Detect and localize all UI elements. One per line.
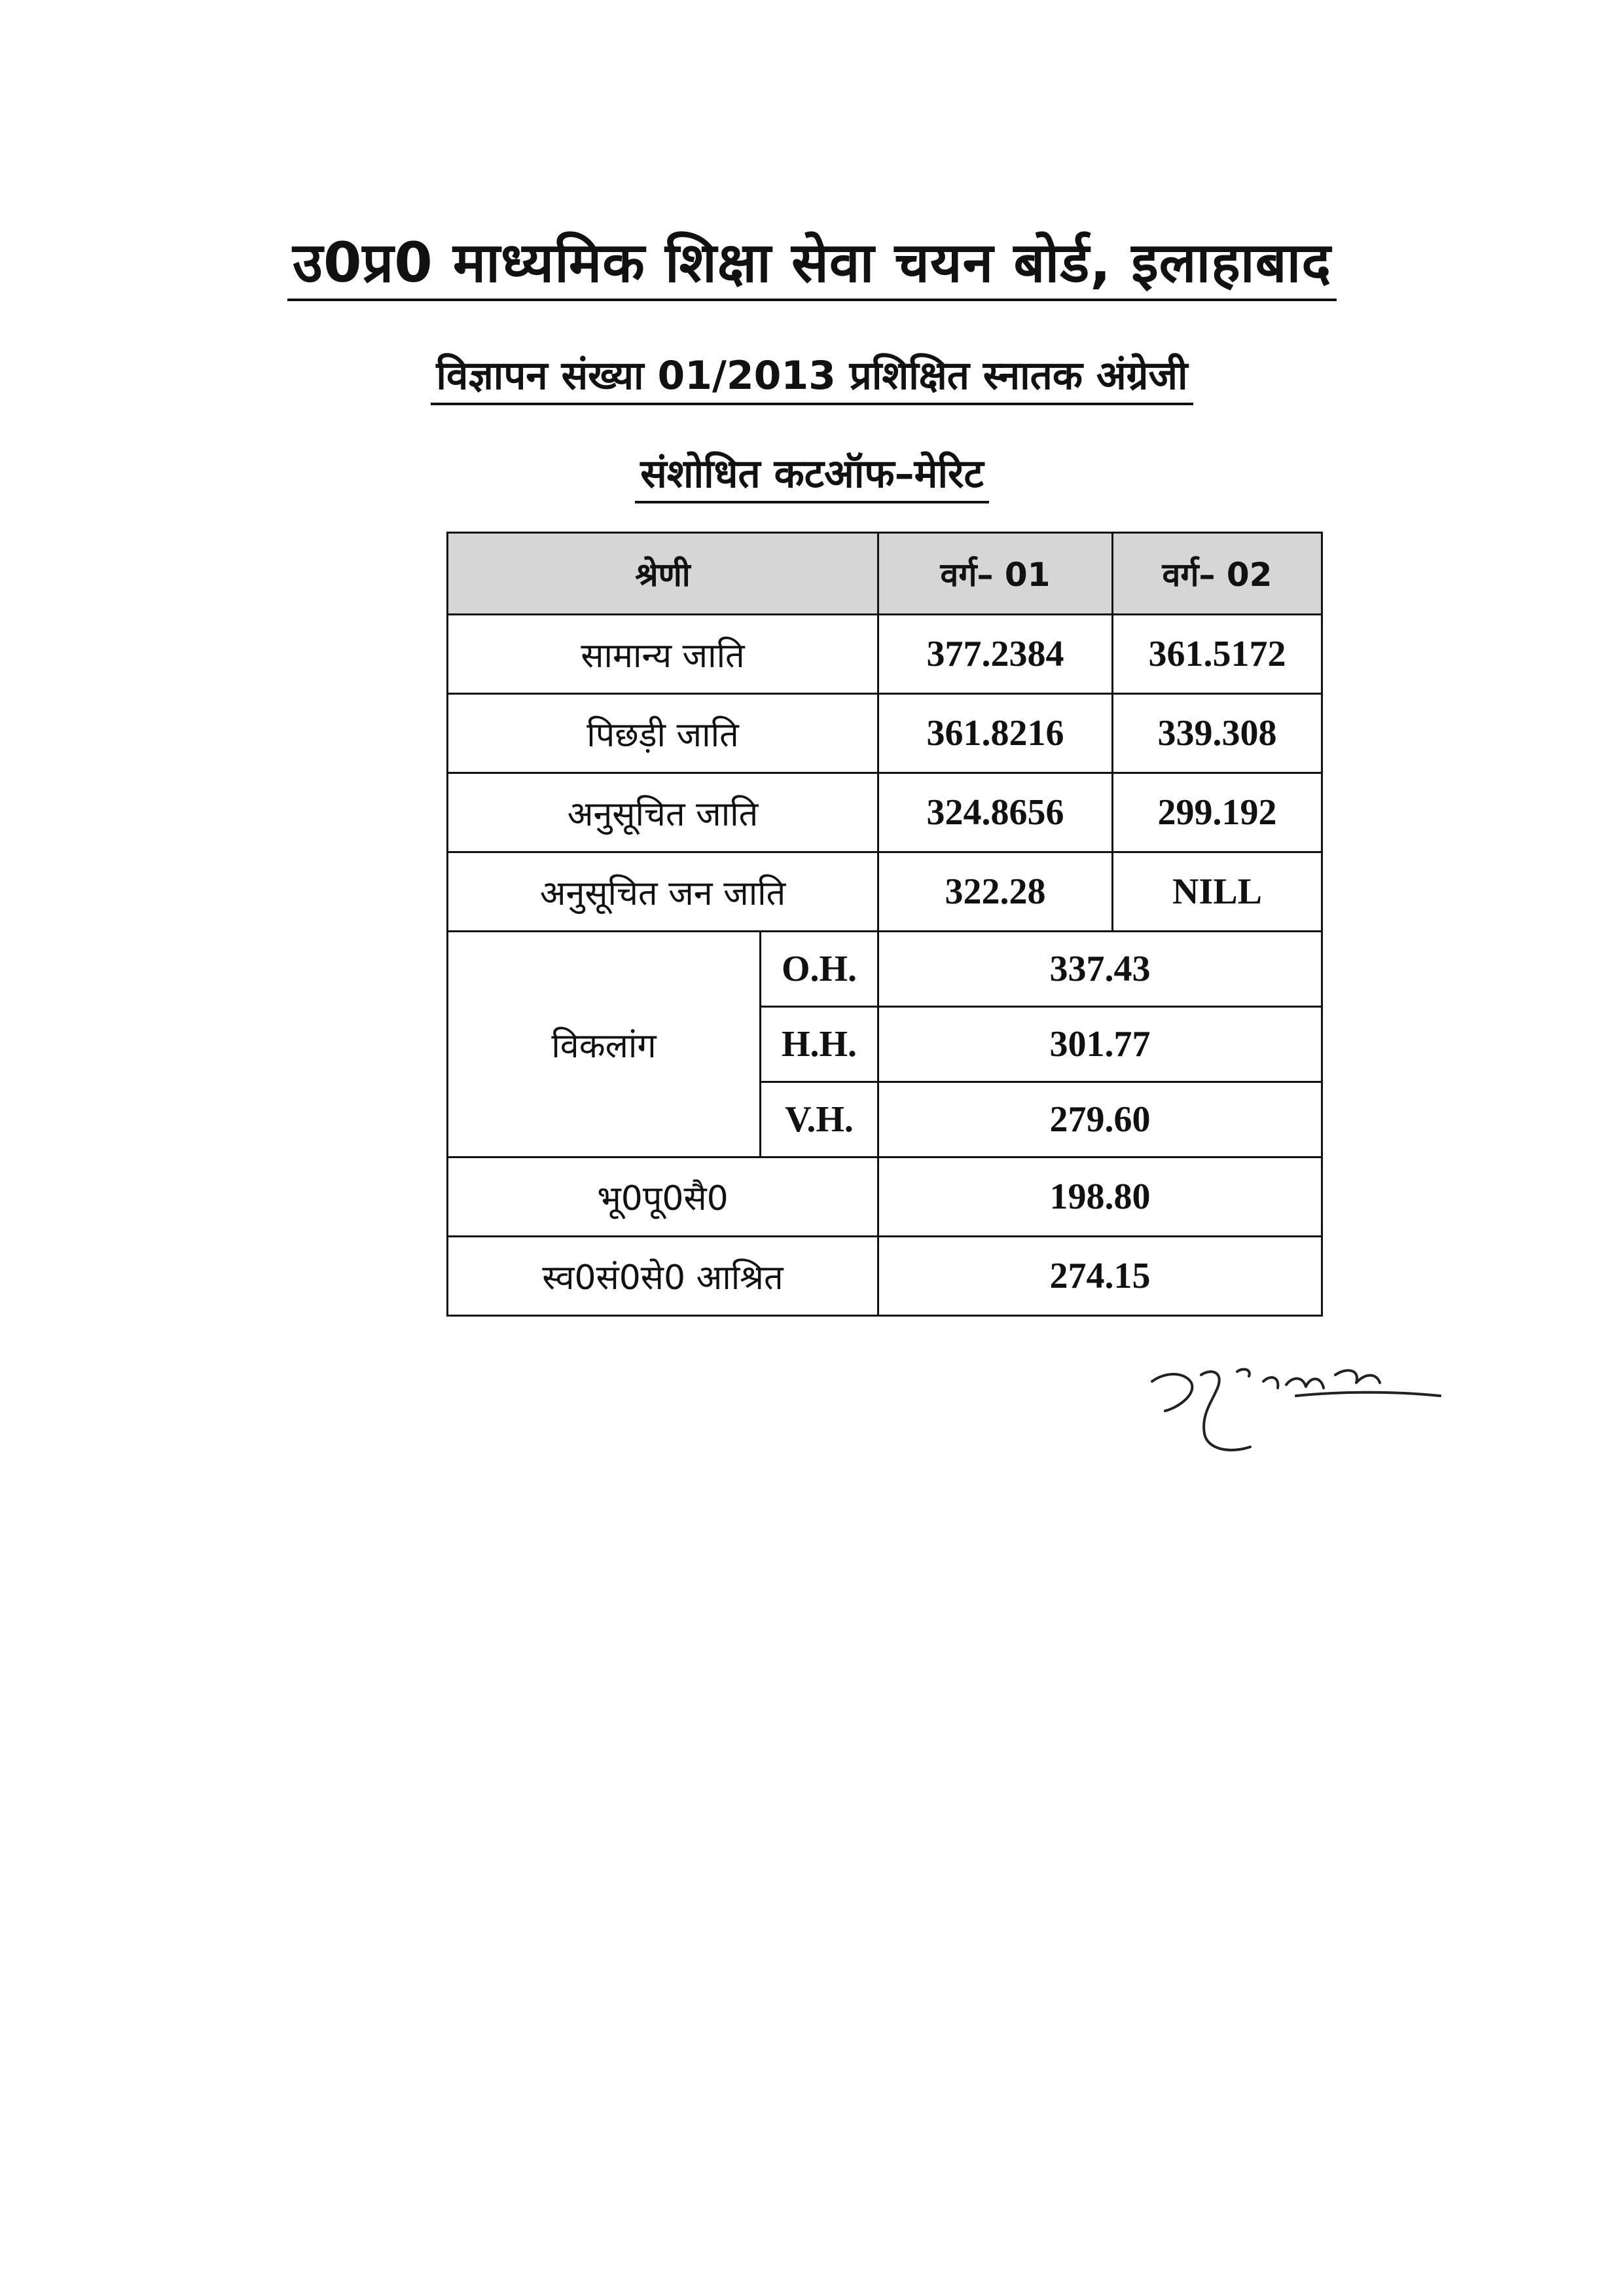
table-row xyxy=(448,852,1322,932)
page-title: उ0प्र0 माध्यमिक शिक्षा सेवा चयन बोर्ड, इलाहाबाद xyxy=(0,223,1624,298)
category-cell: भू0पू0सै0 xyxy=(448,1157,878,1237)
table-row-disabled-oh xyxy=(448,932,1322,1007)
revised-cutoff-heading: संशोधित कटऑफ–मेरिट xyxy=(0,445,1624,499)
category-cell: सामान्य जाति xyxy=(448,615,878,694)
header-category: श्रेणी xyxy=(448,533,878,615)
varg2-value: 361.5172 xyxy=(1113,615,1322,694)
category-cell: पिछड़ी जाति xyxy=(448,694,878,773)
disabled-value: 279.60 xyxy=(878,1082,1322,1157)
table-header-row xyxy=(448,533,1322,615)
table-row-ex-servicemen xyxy=(448,1157,1322,1237)
disabled-type: O.H. xyxy=(761,932,878,1007)
varg1-value: 322.28 xyxy=(878,852,1113,932)
disabled-value: 337.43 xyxy=(878,932,1322,1007)
cutoff-merit-table xyxy=(446,532,1323,1317)
table-row xyxy=(448,773,1322,852)
disabled-type: V.H. xyxy=(761,1082,878,1157)
category-cell: स्व0सं0से0 आश्रित xyxy=(448,1237,878,1316)
table-row xyxy=(448,615,1322,694)
varg2-value: 299.192 xyxy=(1113,773,1322,852)
advertisement-subtitle: विज्ञापन संख्या 01/2013 प्रशिक्षित स्नातक अंग्रेजी xyxy=(0,347,1624,401)
common-value: 274.15 xyxy=(878,1237,1322,1316)
table-row xyxy=(448,694,1322,773)
signature-icon xyxy=(1139,1336,1453,1467)
category-cell: अनुसूचित जन जाति xyxy=(448,852,878,932)
varg2-value: NILL xyxy=(1113,852,1322,932)
varg2-value: 339.308 xyxy=(1113,694,1322,773)
varg1-value: 361.8216 xyxy=(878,694,1113,773)
varg1-value: 377.2384 xyxy=(878,615,1113,694)
table-row-freedom-fighter xyxy=(448,1237,1322,1316)
varg1-value: 324.8656 xyxy=(878,773,1113,852)
category-cell: अनुसूचित जाति xyxy=(448,773,878,852)
header-varg-01: वर्ग– 01 xyxy=(878,533,1113,615)
disabled-category-cell: विकलांग xyxy=(448,932,761,1157)
common-value: 198.80 xyxy=(878,1157,1322,1237)
disabled-type: H.H. xyxy=(761,1007,878,1082)
disabled-value: 301.77 xyxy=(878,1007,1322,1082)
header-varg-02: वर्ग– 02 xyxy=(1113,533,1322,615)
